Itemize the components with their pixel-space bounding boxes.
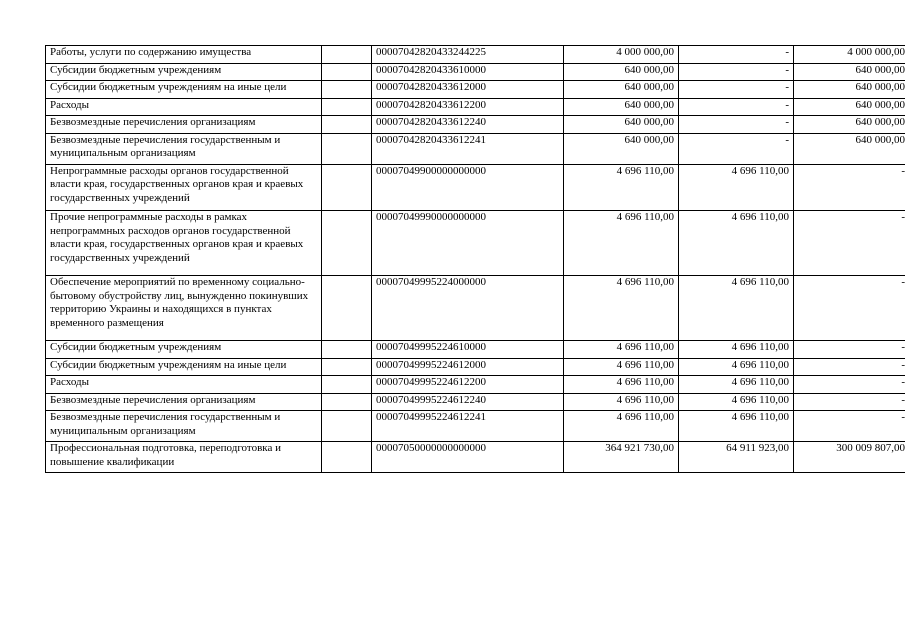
expense-name-cell: Безвозмездные перечисления организациям <box>46 393 322 411</box>
table-row <box>46 393 905 411</box>
budget-code-cell: 00007050000000000000 <box>372 442 564 473</box>
blank-cell <box>322 81 372 99</box>
blank-cell <box>322 376 372 394</box>
unexecuted-amount-cell: - <box>794 211 905 276</box>
budget-code-cell: 00007049990000000000 <box>372 211 564 276</box>
expense-name-cell: Непрограммные расходы органов государственной власти края, государственных органов края и краевых государственных учреждений <box>46 164 322 211</box>
approved-amount-cell: 4 696 110,00 <box>564 376 679 394</box>
blank-cell <box>322 164 372 211</box>
executed-amount-cell: 4 696 110,00 <box>679 341 794 359</box>
unexecuted-amount-cell: - <box>794 276 905 341</box>
executed-amount-cell: 4 696 110,00 <box>679 164 794 211</box>
budget-execution-table <box>45 45 905 473</box>
expense-name-cell: Расходы <box>46 98 322 116</box>
blank-cell <box>322 46 372 64</box>
expense-name-cell: Субсидии бюджетным учреждениям на иные цели <box>46 358 322 376</box>
table-row <box>46 276 905 341</box>
expense-name-cell: Субсидии бюджетным учреждениям <box>46 63 322 81</box>
table-row <box>46 116 905 134</box>
blank-cell <box>322 276 372 341</box>
budget-code-cell: 00007042820433612000 <box>372 81 564 99</box>
unexecuted-amount-cell: 640 000,00 <box>794 133 905 164</box>
unexecuted-amount-cell: - <box>794 341 905 359</box>
table-row <box>46 442 905 473</box>
unexecuted-amount-cell: 640 000,00 <box>794 116 905 134</box>
blank-cell <box>322 411 372 442</box>
executed-amount-cell: 4 696 110,00 <box>679 411 794 442</box>
unexecuted-amount-cell: 640 000,00 <box>794 81 905 99</box>
executed-amount-cell: - <box>679 98 794 116</box>
unexecuted-amount-cell: - <box>794 393 905 411</box>
table-row <box>46 98 905 116</box>
approved-amount-cell: 4 696 110,00 <box>564 341 679 359</box>
unexecuted-amount-cell: - <box>794 164 905 211</box>
approved-amount-cell: 640 000,00 <box>564 98 679 116</box>
approved-amount-cell: 4 696 110,00 <box>564 276 679 341</box>
approved-amount-cell: 4 696 110,00 <box>564 211 679 276</box>
budget-code-cell: 00007049995224000000 <box>372 276 564 341</box>
executed-amount-cell: 64 911 923,00 <box>679 442 794 473</box>
expense-name-cell: Расходы <box>46 376 322 394</box>
blank-cell <box>322 116 372 134</box>
budget-code-cell: 00007042820433610000 <box>372 63 564 81</box>
table-row <box>46 164 905 211</box>
executed-amount-cell: 4 696 110,00 <box>679 376 794 394</box>
executed-amount-cell: 4 696 110,00 <box>679 358 794 376</box>
blank-cell <box>322 211 372 276</box>
table-row <box>46 211 905 276</box>
executed-amount-cell: - <box>679 81 794 99</box>
table-row <box>46 341 905 359</box>
budget-code-cell: 00007049900000000000 <box>372 164 564 211</box>
budget-code-cell: 00007049995224612000 <box>372 358 564 376</box>
table-row <box>46 63 905 81</box>
budget-code-cell: 00007042820433612241 <box>372 133 564 164</box>
unexecuted-amount-cell: - <box>794 411 905 442</box>
blank-cell <box>322 442 372 473</box>
table-row <box>46 133 905 164</box>
expense-name-cell: Обеспечение мероприятий по временному социально-бытовому обустройству лиц, вынужденно покинувших территорию Украины и находящихся в пунктах временного размещения <box>46 276 322 341</box>
executed-amount-cell: 4 696 110,00 <box>679 393 794 411</box>
expense-name-cell: Профессиональная подготовка, переподготовка и повышение квалификации <box>46 442 322 473</box>
expense-name-cell: Субсидии бюджетным учреждениям <box>46 341 322 359</box>
table-row <box>46 411 905 442</box>
table-row <box>46 376 905 394</box>
executed-amount-cell: 4 696 110,00 <box>679 276 794 341</box>
blank-cell <box>322 133 372 164</box>
approved-amount-cell: 4 000 000,00 <box>564 46 679 64</box>
table-row <box>46 46 905 64</box>
approved-amount-cell: 4 696 110,00 <box>564 164 679 211</box>
approved-amount-cell: 4 696 110,00 <box>564 411 679 442</box>
approved-amount-cell: 640 000,00 <box>564 133 679 164</box>
executed-amount-cell: - <box>679 46 794 64</box>
budget-code-cell: 00007049995224612200 <box>372 376 564 394</box>
executed-amount-cell: - <box>679 133 794 164</box>
blank-cell <box>322 358 372 376</box>
blank-cell <box>322 98 372 116</box>
unexecuted-amount-cell: 640 000,00 <box>794 98 905 116</box>
executed-amount-cell: - <box>679 63 794 81</box>
expense-name-cell: Субсидии бюджетным учреждениям на иные цели <box>46 81 322 99</box>
budget-code-cell: 00007042820433612200 <box>372 98 564 116</box>
budget-code-cell: 00007049995224612240 <box>372 393 564 411</box>
approved-amount-cell: 364 921 730,00 <box>564 442 679 473</box>
approved-amount-cell: 4 696 110,00 <box>564 358 679 376</box>
unexecuted-amount-cell: 300 009 807,00 <box>794 442 905 473</box>
approved-amount-cell: 640 000,00 <box>564 63 679 81</box>
budget-code-cell: 00007049995224612241 <box>372 411 564 442</box>
unexecuted-amount-cell: - <box>794 376 905 394</box>
unexecuted-amount-cell: - <box>794 358 905 376</box>
blank-cell <box>322 341 372 359</box>
expense-name-cell: Прочие непрограммные расходы в рамках непрограммных расходов органов государственной власти края, государственных органов края и краевых государственных учреждений <box>46 211 322 276</box>
table-row <box>46 81 905 99</box>
executed-amount-cell: 4 696 110,00 <box>679 211 794 276</box>
approved-amount-cell: 640 000,00 <box>564 81 679 99</box>
unexecuted-amount-cell: 4 000 000,00 <box>794 46 905 64</box>
budget-code-cell: 00007042820433612240 <box>372 116 564 134</box>
expense-name-cell: Работы, услуги по содержанию имущества <box>46 46 322 64</box>
budget-code-cell: 00007042820433244225 <box>372 46 564 64</box>
approved-amount-cell: 4 696 110,00 <box>564 393 679 411</box>
budget-code-cell: 00007049995224610000 <box>372 341 564 359</box>
blank-cell <box>322 393 372 411</box>
expense-name-cell: Безвозмездные перечисления организациям <box>46 116 322 134</box>
table-row <box>46 358 905 376</box>
executed-amount-cell: - <box>679 116 794 134</box>
approved-amount-cell: 640 000,00 <box>564 116 679 134</box>
unexecuted-amount-cell: 640 000,00 <box>794 63 905 81</box>
blank-cell <box>322 63 372 81</box>
expense-name-cell: Безвозмездные перечисления государственным и муниципальным организациям <box>46 133 322 164</box>
expense-name-cell: Безвозмездные перечисления государственным и муниципальным организациям <box>46 411 322 442</box>
